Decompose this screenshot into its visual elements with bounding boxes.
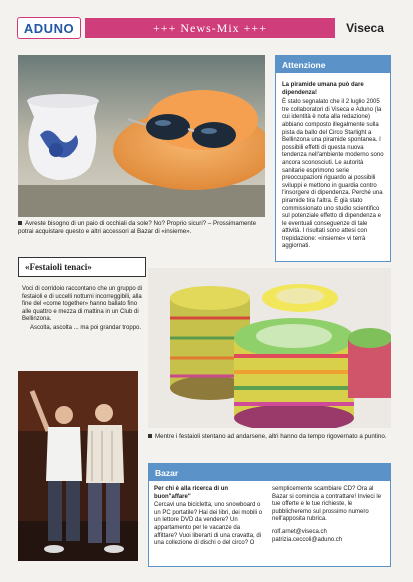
aduno-logo: ADUNO (17, 17, 81, 39)
attenzione-title: Attenzione (276, 56, 390, 73)
photo1-caption: Avreste bisogno di un paio di occhiali da sole? No? Proprio sicuri? – Prossimamente potrai acquistare questo e altri accessori al Bazar di «insieme». (18, 220, 257, 235)
caption-square-icon (18, 221, 22, 225)
attenzione-body: È stato segnalato che il 2 luglio 2005 tre collaboratori di Viseca e Aduno (la cui identità è nota alla redazione) abbiano composto illegalmente sulla pista da ballo del Circo Starlight a Bellinzona una piramide spontanea. I possibili effetti di questa nuova tendenza nell'ambiente moderno sono ancora sconosciuti. Le autorità sanitarie esprimono serie preoccupazioni riguardo ai possibili sviluppi e mettono in guardia contro l'insorgere di dipendenza. Perché una piramide tira l'altra. È già stato commissionato uno studio scientifico sul potenziale effetto di dipendenza e le eventuali conseguenze di tale attività. I risultati sono attesi con trepidazione: «insieme» vi terrà aggiornati. (282, 99, 384, 250)
bazar-contact1[interactable]: rolf.arnet@viseca.ch (272, 528, 327, 535)
photo3-caption: Mentre i festaioli stentano ad andarsene, altri hanno da tempo rigovernato a puntino. (148, 433, 396, 441)
photo-sunglasses (18, 55, 265, 217)
photo-plates (148, 268, 391, 428)
bazar-title: Bazar (149, 464, 390, 481)
sunglasses-illustration (18, 55, 265, 217)
news-mix-band: +++ News-Mix +++ (85, 18, 335, 38)
page-header (17, 16, 395, 40)
caption-square-icon (148, 434, 152, 438)
attenzione-subtitle: La piramide umana può dare dipendenza! (282, 82, 364, 96)
bazar-subtitle: Per chi è alla ricerca di un buon"affare" (154, 486, 229, 500)
section-label: Viseca (346, 21, 384, 35)
bazar-col1: Cercavi una bicicletta, uno snowboard o un PC portatile? Hai dei libri, dei mobili o un lettore DVD da vendere? Un appartamento per le vacanze da affittare? Vuoi liberarti di una cravatta, di una collezione di dischi o del circo? O (154, 502, 263, 547)
dancers-illustration (18, 371, 138, 561)
bazar-box (148, 463, 391, 567)
bazar-col2: semplicemente scambiare CD? Ora al Bazar si comincia a contrattare! Invieci le tue offerte e le tue richieste, le pubblicheremo sul prossimo numero nell'apposita rubrica. (272, 486, 382, 523)
festaioli-body2: Ascolta, ascolta ... ma poi grandar troppo. (30, 324, 142, 331)
plates-illustration (148, 268, 391, 428)
bazar-contact2[interactable]: patrizia.ceccoli@aduno.ch (272, 536, 343, 543)
photo-dancers (18, 371, 138, 561)
festaioli-body: Voci di corridoio raccontano che un gruppo di festaioli e di uccelli notturni incorreggibili, alla fine del «come together» hanno ballato fino alle quattro e mezza di mattina in un Club di Bellinzona. (22, 286, 143, 323)
attenzione-box (275, 55, 391, 262)
festaioli-title: «Festaioli tenaci» (18, 257, 146, 277)
festaioli-text (22, 286, 144, 333)
